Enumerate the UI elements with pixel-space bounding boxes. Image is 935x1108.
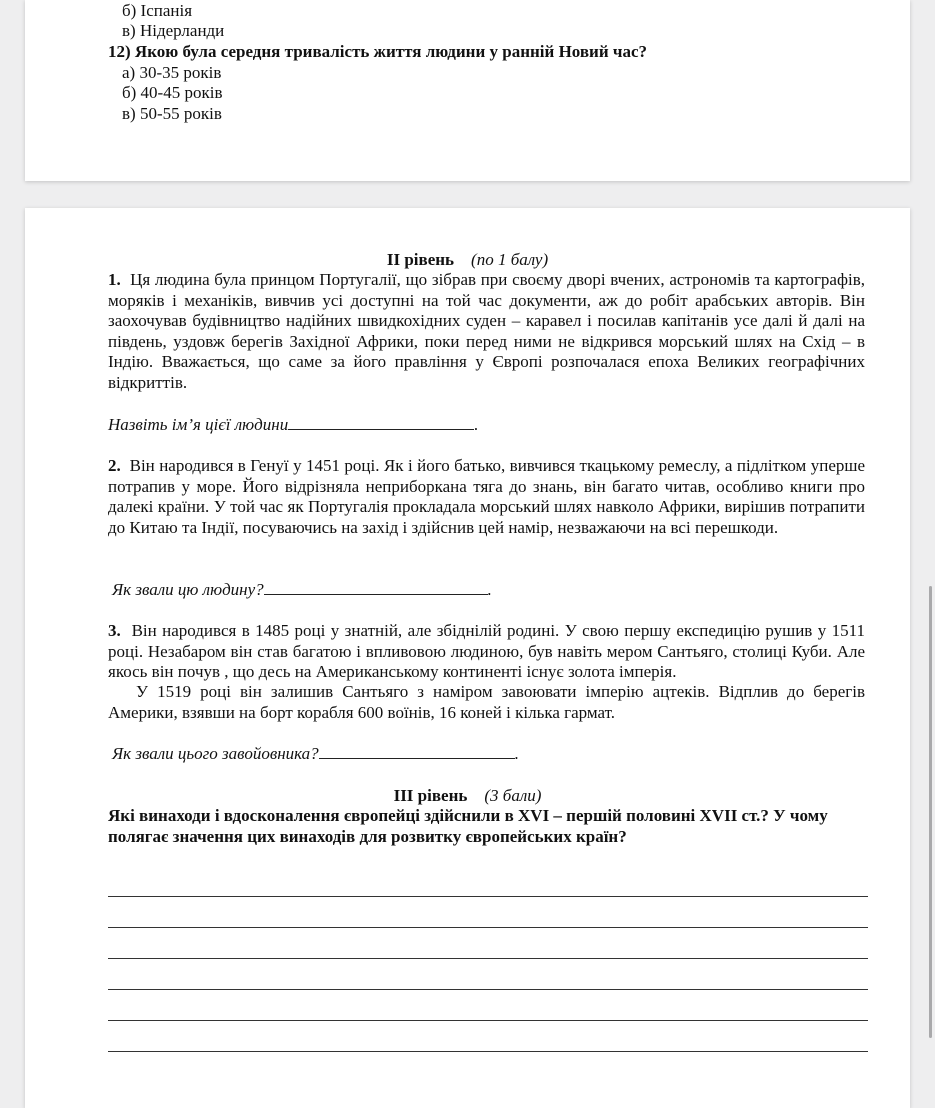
- item-3-question-text: Як звали цього завойовника?: [112, 744, 319, 763]
- answer-line[interactable]: [108, 927, 868, 928]
- item-1-question: [108, 415, 478, 435]
- answer-blank-3[interactable]: [319, 744, 515, 759]
- item-3-number: 3.: [108, 621, 121, 640]
- item-2-question-text: Як звали цю людину?: [112, 580, 264, 599]
- answer-line[interactable]: [108, 1051, 868, 1052]
- item-2-paragraph: [108, 456, 865, 538]
- answer-blank-1[interactable]: [288, 415, 474, 430]
- item-1-paragraph: [108, 270, 865, 394]
- q12-option-v: в) 50-55 років: [122, 104, 222, 123]
- item-2-end: .: [487, 580, 492, 599]
- level-2-heading: [25, 250, 910, 270]
- q12-option-a: а) 30-35 років: [122, 63, 222, 82]
- answer-line[interactable]: [108, 989, 868, 990]
- item-2-question: [112, 580, 492, 600]
- answer-blank-2[interactable]: [264, 580, 488, 595]
- q12-option-b: б) 40-45 років: [122, 83, 223, 102]
- level-3-heading: [25, 786, 910, 806]
- item-1-question-text: Назвіть ім’я цієї людини: [108, 415, 289, 434]
- item-3-paragraph: [108, 621, 865, 683]
- item-2-number: 2.: [108, 456, 121, 475]
- item-1-end: .: [474, 415, 479, 434]
- option-b-spain: б) Іспанія: [122, 1, 193, 20]
- level-3-points: (3 бали): [484, 786, 542, 805]
- answer-line[interactable]: [108, 958, 868, 959]
- item-3-end: .: [514, 744, 519, 763]
- item-3-text-2: У 1519 році він залишив Сантьяго з наміром завоювати імперію ацтеків. Відплив до берегів Америки, взявши на борт корабля 600 воїнів, 16 коней і кілька гармат.: [108, 682, 865, 722]
- answer-line[interactable]: [108, 1020, 868, 1021]
- question-12: 12) Якою була середня тривалість життя людини у ранній Новий час?: [108, 42, 648, 61]
- level-3-title: III рівень: [393, 786, 468, 805]
- option-v-netherlands: в) Нідерланди: [122, 21, 225, 40]
- answer-line[interactable]: [108, 896, 868, 897]
- level-2-title: II рівень: [386, 250, 455, 269]
- item-1-text: Ця людина була принцом Португалії, що зібрав при своєму дворі вчених, астрономів та картографів, моряків і механіків, вивчив усі доступні на той час документи, аж до робіт арабських авторів. Він заохочував будівництво надійних швидкохідних суден – каравел і посилав капітанів усе далі й далі на південь, уздовж берегів Західної Африки, поки перед ними не відкрився морський шлях на Схід – в Індію. Вважається, що саме за його правління у Європі розпочалася епоха Великих географічних відкриттів.: [108, 270, 865, 392]
- item-1-number: 1.: [108, 270, 121, 289]
- level-3-question: Які винаходи і вдосконалення європейці здійснили в XVI – першій половині XVII ст.? У чому полягає значення цих винаходів для розвитку європейських країн?: [108, 806, 828, 846]
- item-3-paragraph-2: [108, 682, 865, 723]
- item-3-question: [112, 744, 519, 764]
- scrollbar[interactable]: [929, 586, 932, 1038]
- item-2-text: Він народився в Генуї у 1451 році. Як і його батько, вивчився ткацькому ремеслу, а підлітком уперше потрапив у море. Його відрізняла неприборкана тяга до знань, він багато читав, особливо книги про далекі країни. У той час як Португалія прокладала морський шлях навколо Африки, вирішив потрапити до Китаю та Індії, посуваючись на захід і здійснив цей намір, незважаючи на всі перешкоди.: [108, 456, 865, 537]
- level-2-points: (по 1 балу): [471, 250, 549, 269]
- item-3-text: Він народився в 1485 році у знатній, але збіднілій родині. У свою першу експедицію рушив у 1511 році. Незабаром він став багатою і впливовою людиною, був навіть мером Сантьяго, столиці Куби. Але якось він почув , що десь на Американському континенті існує золота імперія.: [108, 621, 866, 682]
